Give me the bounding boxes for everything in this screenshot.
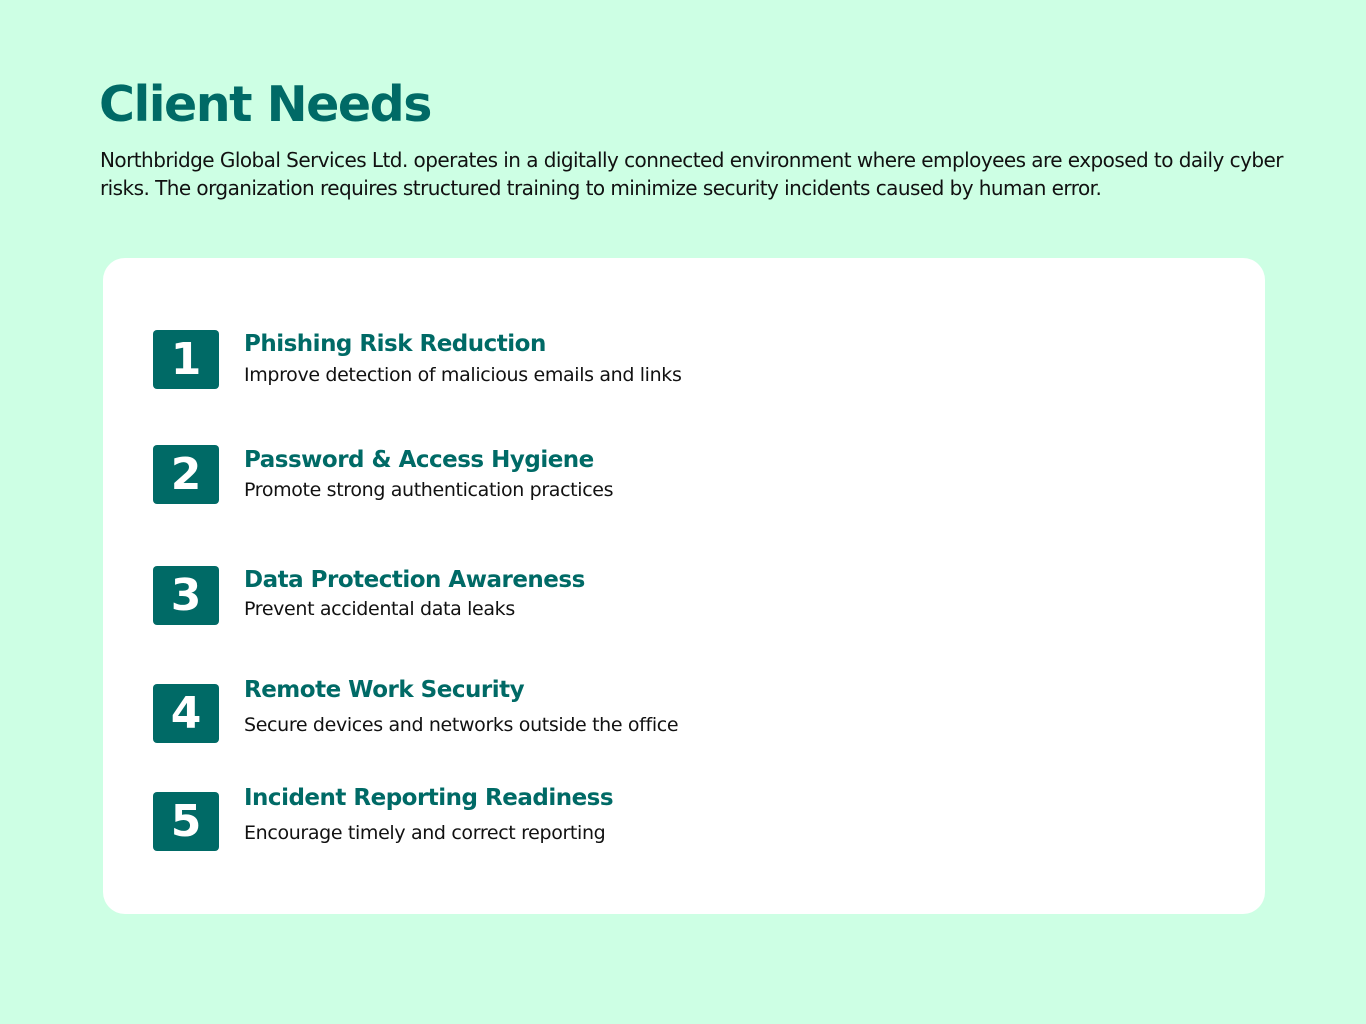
- need-description: Improve detection of malicious emails and links: [244, 364, 682, 386]
- need-number-badge: 2: [153, 445, 219, 504]
- need-item-data-protection: [153, 566, 1213, 636]
- need-number-badge: 5: [153, 792, 219, 851]
- need-item-remote-work: [153, 677, 1213, 754]
- page-intro: Northbridge Global Services Ltd. operates in a digitally connected environment where employees are exposed to daily cyber risks. The organization requires structured training to minimize security incidents caused by human error.: [100, 148, 1283, 200]
- need-description: Encourage timely and correct reporting: [244, 822, 606, 844]
- need-description: Secure devices and networks outside the office: [244, 714, 679, 736]
- need-description: Prevent accidental data leaks: [244, 598, 515, 620]
- need-item-password: [153, 445, 1213, 515]
- need-item-incident-reporting: [153, 785, 1213, 862]
- page-title: Client Needs: [99, 76, 431, 133]
- need-number-badge: 1: [153, 330, 219, 389]
- need-title: Password & Access Hygiene: [244, 447, 594, 473]
- need-number-badge: 4: [153, 684, 219, 743]
- need-title: Incident Reporting Readiness: [244, 785, 614, 811]
- needs-card: [103, 258, 1265, 914]
- need-title: Phishing Risk Reduction: [244, 331, 546, 357]
- need-number-badge: 3: [153, 566, 219, 625]
- need-title: Remote Work Security: [244, 677, 525, 703]
- need-title: Data Protection Awareness: [244, 567, 585, 593]
- need-description: Promote strong authentication practices: [244, 479, 614, 501]
- need-item-phishing: [153, 330, 1213, 400]
